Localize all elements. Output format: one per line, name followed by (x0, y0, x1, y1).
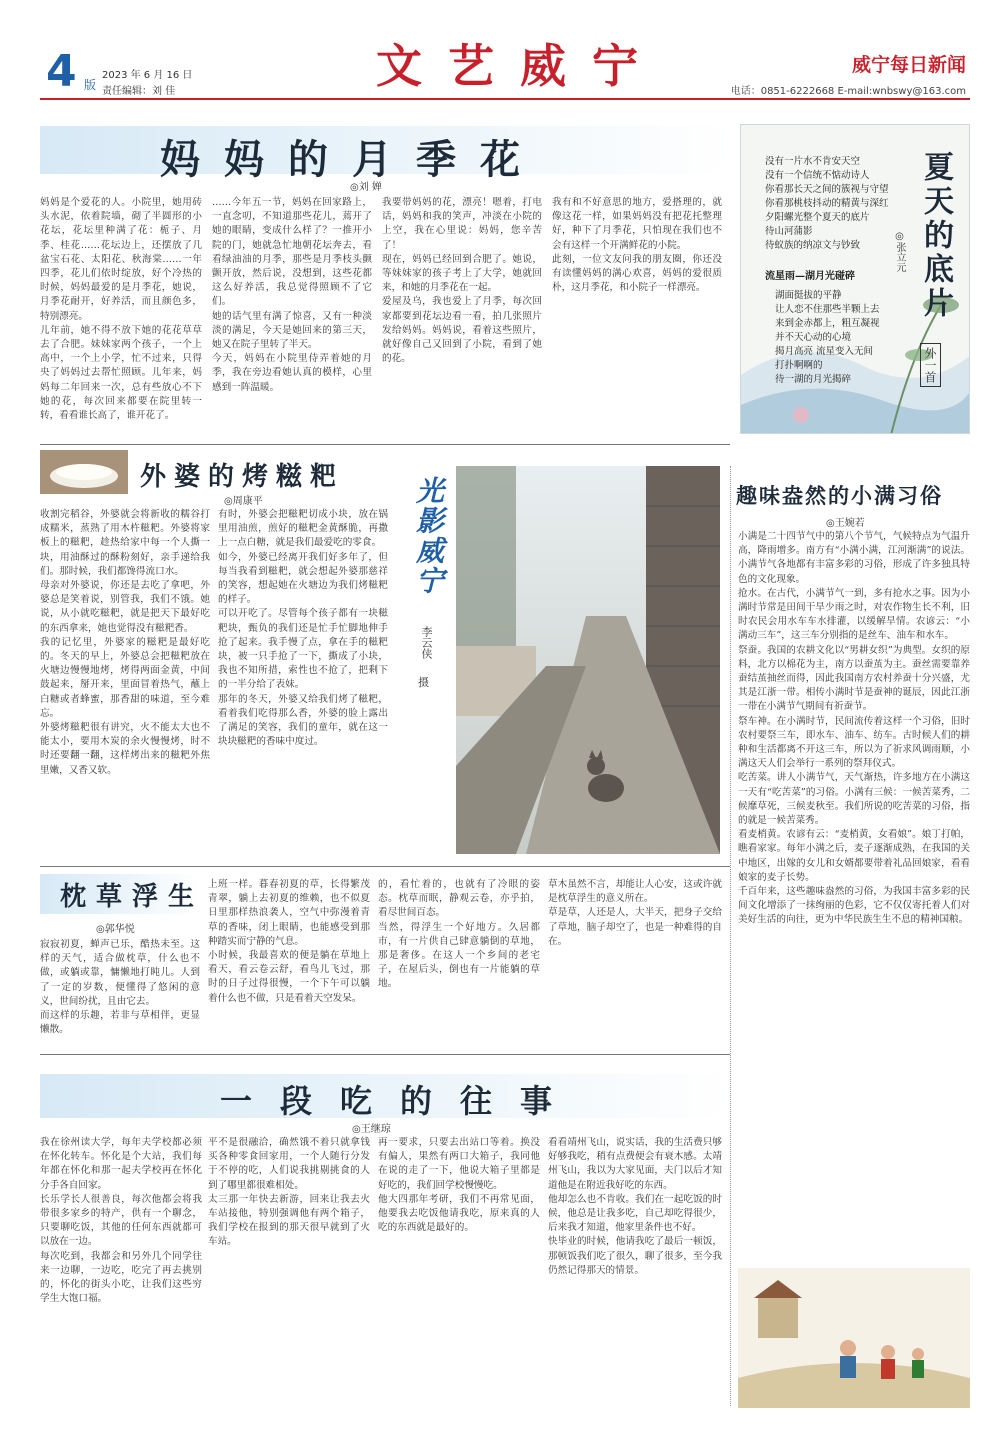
poem-stanza-1 (765, 155, 925, 253)
poem-line: 没有一个信统不惦动诗人 (765, 170, 870, 181)
article4-paragraph: 的，看忙着的，也就有了冷眼的姿态。枕草而眠，静观云卷，亦乎拍，看尽世间百态。 (378, 879, 540, 919)
article4-title: 枕草浮生 (60, 882, 205, 912)
poem-line: 你看那长天之间的簇视与守望 (765, 184, 889, 195)
poem-stanza-2-title: 流星雨—湖月光碰碎 (765, 271, 855, 282)
section-title: 文艺威宁 (376, 39, 664, 93)
poem-line: 待蚁族的纳凉文与钞致 (765, 240, 861, 251)
poem-line: 待山河蒲影 (765, 226, 813, 237)
article4-paragraph: 草是草，人还是人，大半天，把身子交给了草地，脑子却空了，也是一种难得的自在。 (548, 907, 722, 947)
article4-author: ◎郭华悦 (96, 924, 135, 935)
article1-paragraph: 此刻，一位文友问我的朋友圈，你还没有读懂妈妈的满心欢喜，妈妈的爱很质朴，这月季花，和小院子一样漂亮。 (552, 253, 722, 294)
article2-paragraph: 那年的冬天，外婆又给我们烤了糍粑，看着我们吃得那么香，外婆的脸上露出了满足的笑容，我们的童年，就在这一块块糍粑的香味中度过。 (218, 693, 388, 748)
article3-paragraph: 祭蚕。我国的农耕文化以“男耕女织”为典型。女织的原料，北方以棉花为主，南方以蚕茧为主。蚕丝需要靠养蚕结茧抽丝而得，因此我国南方农村养蚕十分兴盛，尤其是江浙一带。相传小满时节是蚕神的诞辰，因此江浙一带在小满节气期间有祈蚕节。 (738, 644, 970, 713)
poem-line: 揭月高亮 流星变入无间 (775, 346, 874, 357)
article5-paragraph: 每次吃到，我都会和另外几个同学往来一边聊，一边吃，吃完了再去挑别的，怀化的街头小吃，让我们这些穷学生大饱口福。 (40, 1250, 202, 1305)
article2-paragraph: 有时，外婆会把糍粑切成小块，放在锅里用油煎，煎好的糍粑金黄酥脆，再撒上一点白糖，就是我们最爱吃的零食。 (218, 509, 388, 549)
column-divider (730, 466, 731, 1406)
article4-column-4 (548, 878, 722, 1046)
article3-paragraph: 看麦梢黄。农谚有云：“麦梢黄，女看娘”。娘丁打帕，瞧看家家。每年小满之后，麦子逐渐成熟，在我国的关中地区，出嫁的女儿和女婿都要带着礼品回娘家，看看娘家的麦子长势。 (738, 829, 970, 883)
article1-paragraph: 爱屋及乌，我也爱上了月季，每次回家都要到花坛边看一看，拍几张照片发给妈妈。妈妈说，看着这些照片，就好像自己又回到了小院，看到了她的花。 (382, 296, 542, 365)
article2-paragraph: 母亲对外婆说，你还是去吃了拿吧，外婆总是笑着说，别管我，我们不饿。她说，从小就吃糍粑，就是把天下最好吃的东西拿来，她也觉得没有糍粑香。 (40, 580, 210, 634)
article2-column-2 (218, 508, 388, 864)
poem-stanza-2 (775, 289, 925, 387)
photo-credit-she: 摄 (418, 676, 429, 689)
article2-title: 外婆的烤糍粑 (140, 462, 345, 492)
article4-paragraph: 而这样的乐趣，若非与草相伴，更显懒散。 (40, 1010, 200, 1036)
poem-line: 并不天心动的心境 (775, 332, 852, 343)
article1-column-4 (552, 196, 722, 428)
page-number: 4 (46, 46, 77, 97)
article4-column-2 (208, 878, 370, 1046)
article4-paragraph: 上班一样。暮春初夏的草，长得繁茂青翠，躺上去初夏的维赖，也不似夏日里那样热浪袭人，空气中弥漫着青草的香味，闭上眼睛，也能感受到那种踏实而宁静的气息。 (208, 879, 370, 947)
festival-illustration (738, 1268, 970, 1408)
article2-author: ◎周康平 (224, 496, 263, 507)
article5-paragraph: 他却怎么也不肯收。我们在一起吃饭的时候，他总是让我多吃，自己却吃得很少，后来我才知道，他家里条件也不好。 (548, 1193, 722, 1234)
poem-subtitle: 外一首 (920, 343, 941, 387)
article5-paragraph: 太三那一年快去新游，回来让我去火车站接他，特别强调他有两个箱子，我们学校在报到的那天很早就到了火车站。 (208, 1193, 370, 1248)
article3-paragraph: 千百年来，这些趣味盎然的习俗，为我国丰富多彩的民间文化增添了一抹绚丽的色彩，它不仅仅寄托着人们对美好生活的向往，更为中华民族生生不息的精神国粮。 (738, 886, 970, 926)
article1-column-2 (212, 196, 372, 428)
issue-date: 2023 年 6 月 16 日 (102, 70, 193, 81)
article4-paragraph: 小时候，我最喜欢的便是躺在草地上看天，看云卷云舒，看鸟儿飞过，那时的日子过得很慢，一个下午可以躺着什么也不做，只是看着天空发呆。 (208, 950, 370, 1004)
article1-title: 妈妈的月季花 (160, 136, 544, 183)
article2-paragraph: 如今，外婆已经离开我们好多年了，但每当我看到糍粑，就会想起外婆那慈祥的笑容，想起她在火塘边为我们烤糍粑的样子。 (218, 551, 388, 606)
article5-column-2 (208, 1136, 370, 1406)
poem-line: 你看那桃枝抖动的精黄与深红 (765, 198, 889, 209)
article3-title: 趣味盎然的小满习俗 (736, 483, 943, 508)
section-divider (40, 866, 730, 867)
photo-image (456, 466, 720, 854)
photo-title: 光影威宁 (412, 476, 445, 596)
paper-name: 威宁每日新闻 (851, 54, 966, 76)
article1-paragraph: 现在，妈妈已经回到合肥了。她说，等妹妹家的孩子考上了大学，她就回来，和她的月季花在一起。 (382, 253, 542, 294)
page-suffix: 版 (84, 78, 97, 92)
article1-column-3 (382, 196, 542, 428)
article5-paragraph: 他大四那年考研，我们不再常见面，他要我去吃饭他请我吃，原来真的人吃的东西就是最好的。 (378, 1193, 540, 1234)
article5-paragraph: 看看靖州飞山，说实话，我的生活费只够好够我吃，稍有点费便会有衰木感。太靖州飞山，我以为大家见面，夫门以后才知道他是在附近我好吃的东西。 (548, 1137, 722, 1191)
article1-paragraph: ……今年五一节，妈妈在回家路上，一直念叨，不知道那些花儿，蔫开了她的眼睛，变成什么样了？一推开小院的门，她就急忙地朝花坛奔去，看看绿油油的月季，那些是月季枝头颤颤开放，然后说，没想到，这些花都这么好养活，我总觉得照顾不了它们。 (212, 197, 372, 308)
article3-column (738, 530, 970, 1256)
photo-block (396, 466, 720, 854)
article5-author: ◎王继琼 (352, 1124, 391, 1135)
article5-paragraph: 平不是很融洽，确然饿不着只就拿钱买各种零食回家用，一个人随行分发于不停的吃，人们说我挑剔挑食的人到了哪里都很难相处。 (208, 1137, 370, 1191)
article5-column-3 (378, 1136, 540, 1406)
article4-column-1 (40, 938, 200, 1046)
article1-paragraph: 她的话气里有满了惊喜，又有一种淡淡的满足，今天是她回来的第三天，她又在院子里转了半天。 (212, 310, 372, 351)
poem-line: 打扑啊啊的 (775, 360, 823, 371)
article1-column-1 (40, 196, 202, 428)
article4-paragraph: 草木虽然不言，却能让人心安，这或许就是枕草浮生的意义所在。 (548, 879, 722, 905)
section-divider (40, 1054, 730, 1055)
poem-title: 夏天的底片 (918, 151, 953, 321)
article3-author: ◎王婉若 (826, 518, 865, 529)
article5-column-4 (548, 1136, 722, 1406)
article1-paragraph: 妈妈是个爱花的人。小院里，她用砖头水泥，依着院墙，砌了半圆形的小花坛，花坛里种满了花：栀子、月季、桂花……花坛边上，还摆放了几盆宝石花、太阳花、秋海棠……一年四季，花儿们依时绽放，好个冷热的时候，妈妈最爱的是月季花，她说，月季花耐开，好养活，而且颜色多，特别漂亮。 (40, 197, 202, 322)
article5-paragraph: 再一要求，只要去出站口等着。换没有偏人，果然有两口大箱子，我同他在说的走了一下，他说大箱子里都是好吃的，我们回学校慢慢吃。 (378, 1137, 540, 1191)
article2-paragraph: 可以开吃了。尽管每个孩子都有一块糍粑块，甄负的我们还是忙手忙脚地伸手抢了起来。我手慢了点，拿在手的糍粑块，被一只手抢了一下，撕成了小块，我也不知所措，索性也不抢了，把剩下的一半分给了表妹。 (218, 608, 388, 691)
article1-paragraph: 今天，妈妈在小院里侍弄着她的月季，我在旁边看她认真的模样，心里感到一阵温暖。 (212, 353, 372, 393)
article2-column-1 (40, 508, 210, 864)
article5-column-1 (40, 1136, 202, 1406)
article3-paragraph: 抢水。在古代，小满节气一到，多有抢水之事。因为小满时节常是田间干旱少雨之时，对农作物生长不利，旧时农民会用水车车水排灌，以缓解旱情。农谚云：“小满动三车”，这三车分别指的是丝车、油车和水车。 (738, 587, 970, 642)
editor-credit: 责任编辑：刘 佳 (102, 86, 176, 97)
poem-author: ◎张立元 (894, 231, 905, 272)
contact-info: 电话：0851-6222668 E-mail:wnbswy@163.com (730, 86, 966, 97)
photo-author: 李云侠 (420, 626, 433, 659)
article2-paragraph: 收割完稻谷，外婆就会将新收的糯谷打成糯米，蒸熟了用木杵糍粑。外婆将家板上的糍粑，趁热给家中每一个人撕一块，用油酥过的酥粉刻好，亲手递给我们。那时候，我们都馋得流口水。 (40, 509, 210, 577)
article5-paragraph: 长乐学长人很善良，每次他都会将我带很多家乡的特产，供有一个聊念，只要聊吃饭，其他的任何东西就都可以放在一边。 (40, 1193, 202, 1248)
article4-column-3 (378, 878, 540, 1046)
article1-paragraph: 我有和不好意思的地方，爱搭理的，就像这花一样，如果妈妈没有把花托整理好，种下了月季花，只怕现在我们也不会有这样一个开满鲜花的小院。 (552, 197, 722, 251)
photo-caption-area (396, 466, 456, 854)
article3-paragraph: 祭车神。在小满时节，民间流传着这样一个习俗，旧时农村要祭三车，即水车、油车、纺车。古时候人们的耕种和生活都离不开这三车，所以为了祈求风调雨顺，小满这天人们会举行一系列的祭拜仪式。 (738, 715, 970, 770)
article1-paragraph: 我要带妈妈的花，漂亮！嗯着，打电话，妈妈和我的笑声，冲淡在小院的上空，我在心里说：妈妈，您辛苦了！ (382, 197, 542, 251)
article2-paragraph: 我的记忆里，外婆家的糍粑是最好吃的。冬天的早上，外婆总会把糍粑放在火塘边慢慢地烤，烤得两面金黄，中间鼓起来，掰开来，里面冒着热气，蘸上白糖或者蜂蜜，那香甜的味道，至今难忘。 (40, 636, 210, 719)
article2-paragraph: 外婆烤糍粑很有讲究，火不能太大也不能太小，要用木炭的余火慢慢烤，时不时还要翻一翻，这样烤出来的糍粑外焦里嫩，又香又软。 (40, 722, 210, 776)
article3-paragraph: 吃苦菜。讲人小满节气，天气渐热，许多地方在小满这一天有“吃苦菜”的习俗。小满有三候：一候苦菜秀，二候靡草死，三候麦秋至。我们所说的吃苦菜的习俗，指的就是一候苦菜秀。 (738, 772, 970, 827)
article5-paragraph: 我在徐州读大学，每年夫学校都必须在怀化转车。怀化是个大站，我们每年都在怀化和那一起夫学校再在怀化分手各自回家。 (40, 1137, 202, 1191)
poem-line: 来到金赤都上，粗互凝视 (775, 318, 880, 329)
poem-line: 待一湖的月光揭碎 (775, 374, 852, 385)
article3-paragraph: 小满是二十四节气中的第八个节气，气候特点为气温升高，降雨增多。南方有“小满小满，江河渐满”的说法。小满节气各地都有丰富多彩的习俗，形成了许多独具特色的文化现象。 (738, 531, 970, 585)
poem-line: 没有一片水不肯安天空 (765, 156, 861, 167)
article4-paragraph: 当然，得浮生一个好地方。久居都市，有一片供自己肆意躺倒的草地，那是奢侈。在这人一个乡间的老宅子，在屋后头，倒也有一片能躺的草地。 (378, 921, 540, 990)
poem-line: 让人恋不住那些半颗上去 (775, 304, 880, 315)
poem-line: 夕阳螺光整个夏天的底片 (765, 212, 870, 223)
section-divider (40, 444, 730, 445)
poem-line: 湖面挺拔的平静 (775, 290, 842, 301)
masthead (40, 30, 970, 100)
article5-title: 一段吃的往事 (220, 1082, 581, 1120)
rice-cake-image (40, 450, 128, 494)
article1-author: ◎刘 婵 (350, 182, 382, 193)
poem-box (740, 124, 970, 434)
article4-paragraph: 寂寂初夏，蝉声已乐，酷热未至。这样的天气，适合做枕草，什么也不做，或躺或靠，慵懒地打盹儿。人到了一定的岁数，便懂得了悠闲的意义，世间纷扰，且由它去。 (40, 939, 200, 1007)
article1-paragraph: 儿年前，她不得不放下她的花花草草去了合肥。妹妹家两个孩子，一个上高中，一个上小学，忙不过来，只得央了妈妈过去帮忙照顾。儿年来，妈妈每二年回来一次，总有些放心不下她的花，每次回来都要在院里转一转，看看谁长高了，谁开花了。 (40, 324, 202, 422)
article5-paragraph: 快毕业的时候，他请我吃了最后一顿饭，那顿饭我们吃了很久，聊了很多，至今我仍然记得那天的情景。 (548, 1236, 722, 1276)
